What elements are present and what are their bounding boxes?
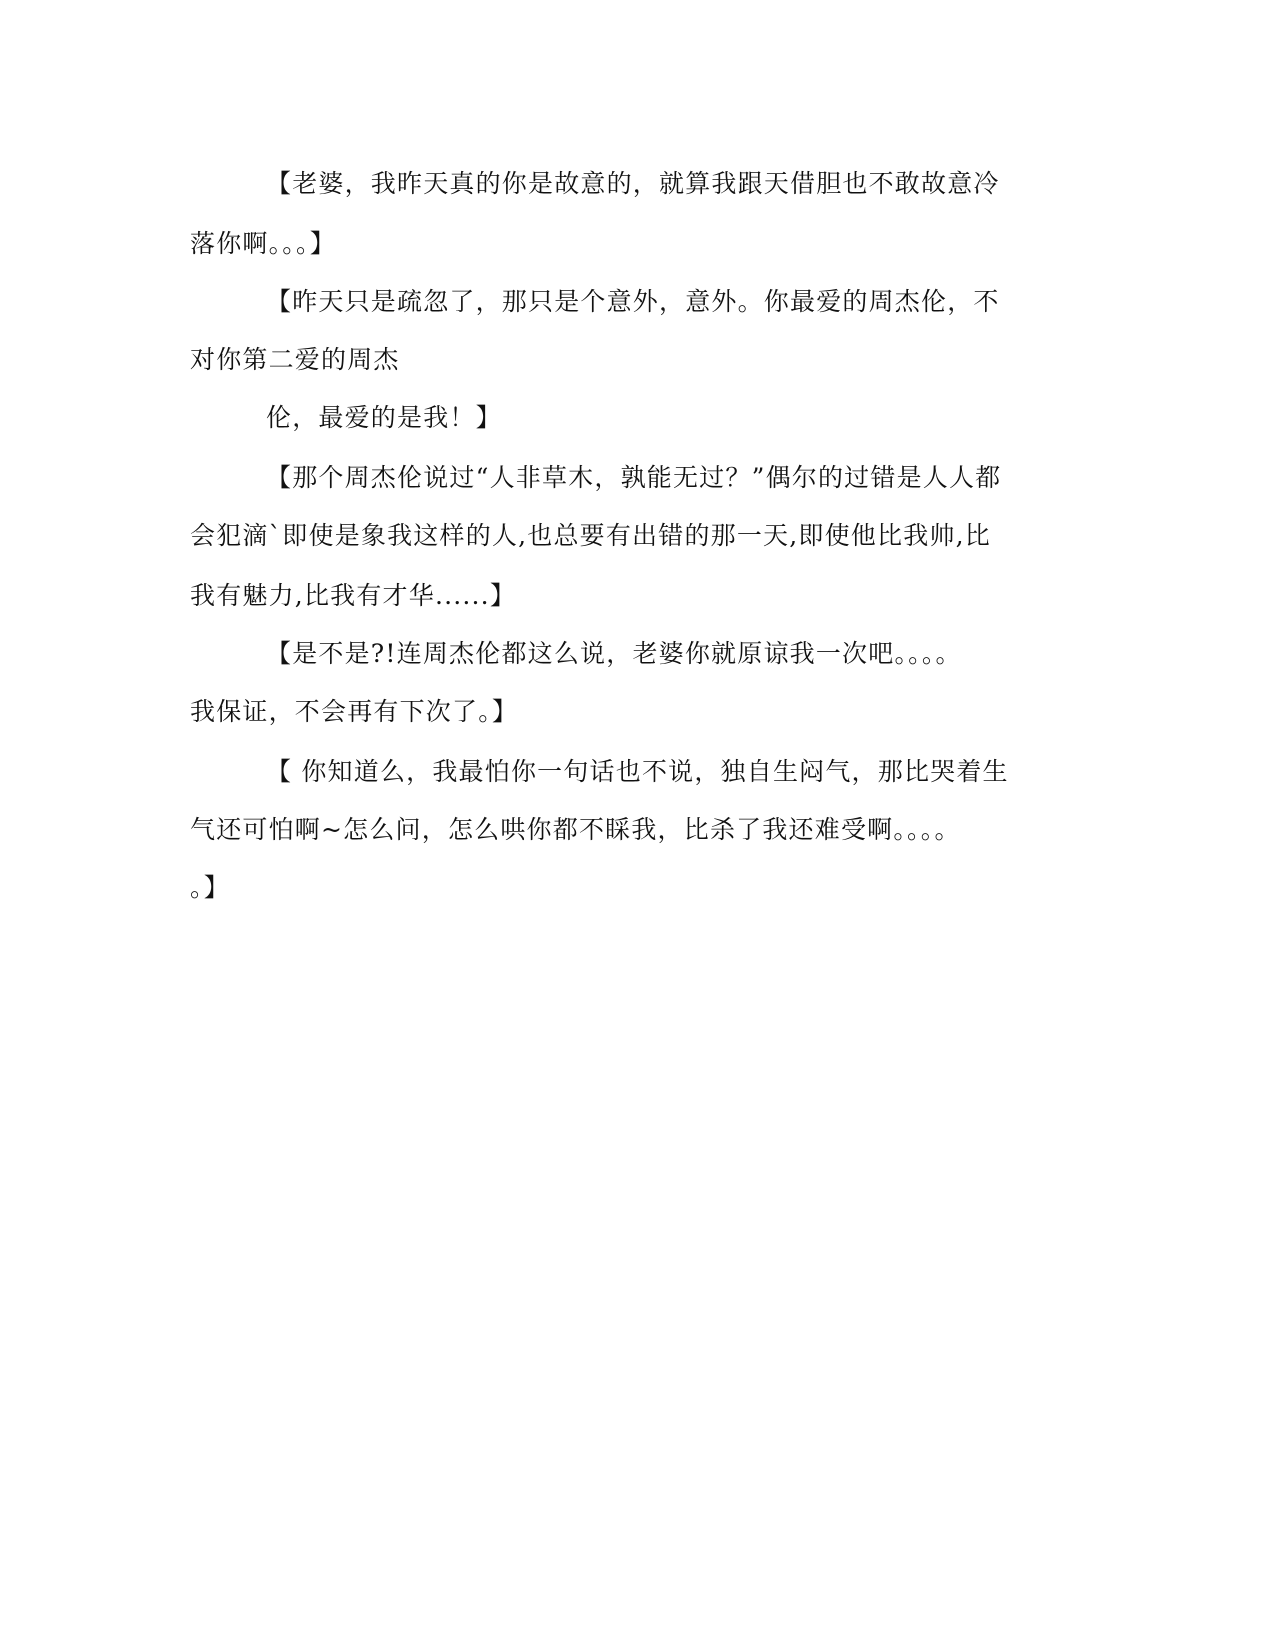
paragraph-2-line-2: 对你第二爱的周杰	[190, 345, 400, 374]
paragraph-5-line-2: 气还可怕啊~怎么问，怎么哄你都不睬我，比杀了我还难受啊。。。。	[190, 815, 961, 844]
paragraph-1-line-1: 【老婆，我昨天真的你是故意的，就算我跟天借胆也不敢故意冷	[266, 169, 1000, 198]
paragraph-3-line-3: 我有魅力,比我有才华......】	[190, 581, 517, 610]
paragraph-2-line-1: 【昨天只是疏忽了，那只是个意外，意外。你最爱的周杰伦，不	[266, 287, 1000, 316]
paragraph-2-line-3: 伦，最爱的是我！】	[266, 403, 502, 432]
paragraph-3-line-1: 【那个周杰伦说过“人非草木，孰能无过？”偶尔的过错是人人都	[266, 463, 1002, 492]
paragraph-5-line-1: 【 你知道么，我最怕你一句话也不说，独自生闷气，那比哭着生	[266, 757, 1009, 786]
paragraph-4-line-2: 我保证，不会再有下次了。】	[190, 697, 519, 726]
paragraph-3-line-2: 会犯滴`即使是象我这样的人,也总要有出错的那一天,即使他比我帅,比	[190, 521, 991, 550]
paragraph-1-line-2: 落你啊。。。】	[190, 229, 336, 258]
paragraph-4-line-1: 【是不是?!连周杰伦都这么说，老婆你就原谅我一次吧。。。。	[266, 639, 962, 668]
paragraph-5-line-3: 。】	[190, 873, 230, 902]
